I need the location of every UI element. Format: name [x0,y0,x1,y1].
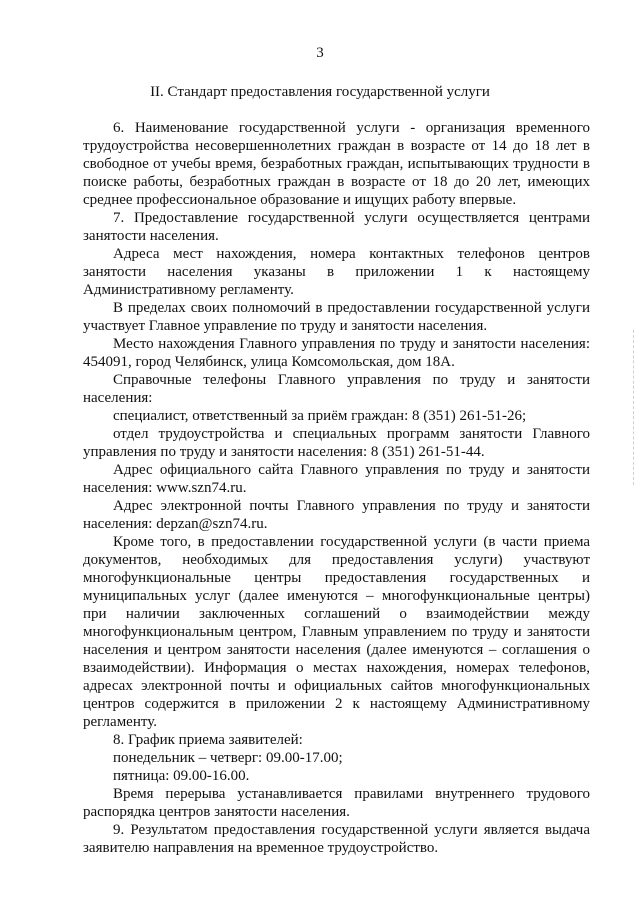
paragraph-break-time: Время перерыва устанавливается правилами внутреннего трудового распорядка центров занятости населения. [83,786,590,820]
paragraph-phones-heading: Справочные телефоны Главного управления по труду и занятости населения: [83,372,590,406]
paragraph-schedule-mon-thu: понедельник – четверг: 09.00-17.00; [113,750,343,766]
paragraph-addresses: Адреса мест нахождения, номера контактных телефонов центров занятости населения указаны в приложении 1 к настоящему Административному регламенту. [83,246,590,298]
paragraph-8-schedule-heading: 8. График приема заявителей: [113,732,303,748]
paragraph-phone-specialist: специалист, ответственный за приём граждан: 8 (351) 261-51-26; [113,408,527,424]
paragraph-6-service-name: 6. Наименование государственной услуги - организация временного трудоустройства несовершеннолетних граждан в возрасте от 14 до 18 лет в свободное от учебы время, безработных граждан, испытывающих трудности в поиске работы, безработных граждан в возрасте от 18 до 20 лет, имеющих среднее профессиональное образование и ищущих работу впервые. [83,120,590,208]
paragraph-7-employment-centers: 7. Предоставление государственной услуги осуществляется центрами занятости населения. [83,210,590,244]
paragraph-location: Место нахождения Главного управления по труду и занятости населения: 454091, город Челябинск, улица Комсомольская, дом 18А. [83,336,590,370]
scan-edge-mark [632,330,634,485]
document-body [83,119,590,857]
paragraph-main-department: В пределах своих полномочий в предоставлении государственной услуги участвует Главное управление по труду и занятости населения. [83,300,590,334]
page-number: 3 [316,45,324,61]
paragraph-phone-department: отдел трудоустройства и специальных программ занятости Главного управления по труду и занятости населения: 8 (351) 261-51-44. [83,426,590,460]
paragraph-9-result: 9. Результатом предоставления государственной услуги является выдача заявителю направления на временное трудоустройство. [83,822,590,856]
section-title: II. Стандарт предоставления государственной услуги [150,84,490,100]
paragraph-mfc: Кроме того, в предоставлении государственной услуги (в части приема документов, необходимых для предоставления услуги) участвуют многофункциональные центры предоставления государственных и муниципальных услуг (далее именуются – многофункциональные центры) при наличии заключенных соглашений о взаимодействии между многофункциональным центром, Главным управлением по труду и занятости населения и центром занятости населения (далее именуются – соглашения о взаимодействии). Информация о местах нахождения, номерах телефонов, адресах электронной почты и официальных сайтов многофункциональных центров содержится в приложении 2 к настоящему Административному регламенту. [83,534,590,730]
paragraph-email: Адрес электронной почты Главного управления по труду и занятости населения: depzan@szn74.ru. [83,498,590,532]
paragraph-website: Адрес официального сайта Главного управления по труду и занятости населения: www.szn74.ru. [83,462,590,496]
paragraph-schedule-fri: пятница: 09.00-16.00. [113,768,250,784]
